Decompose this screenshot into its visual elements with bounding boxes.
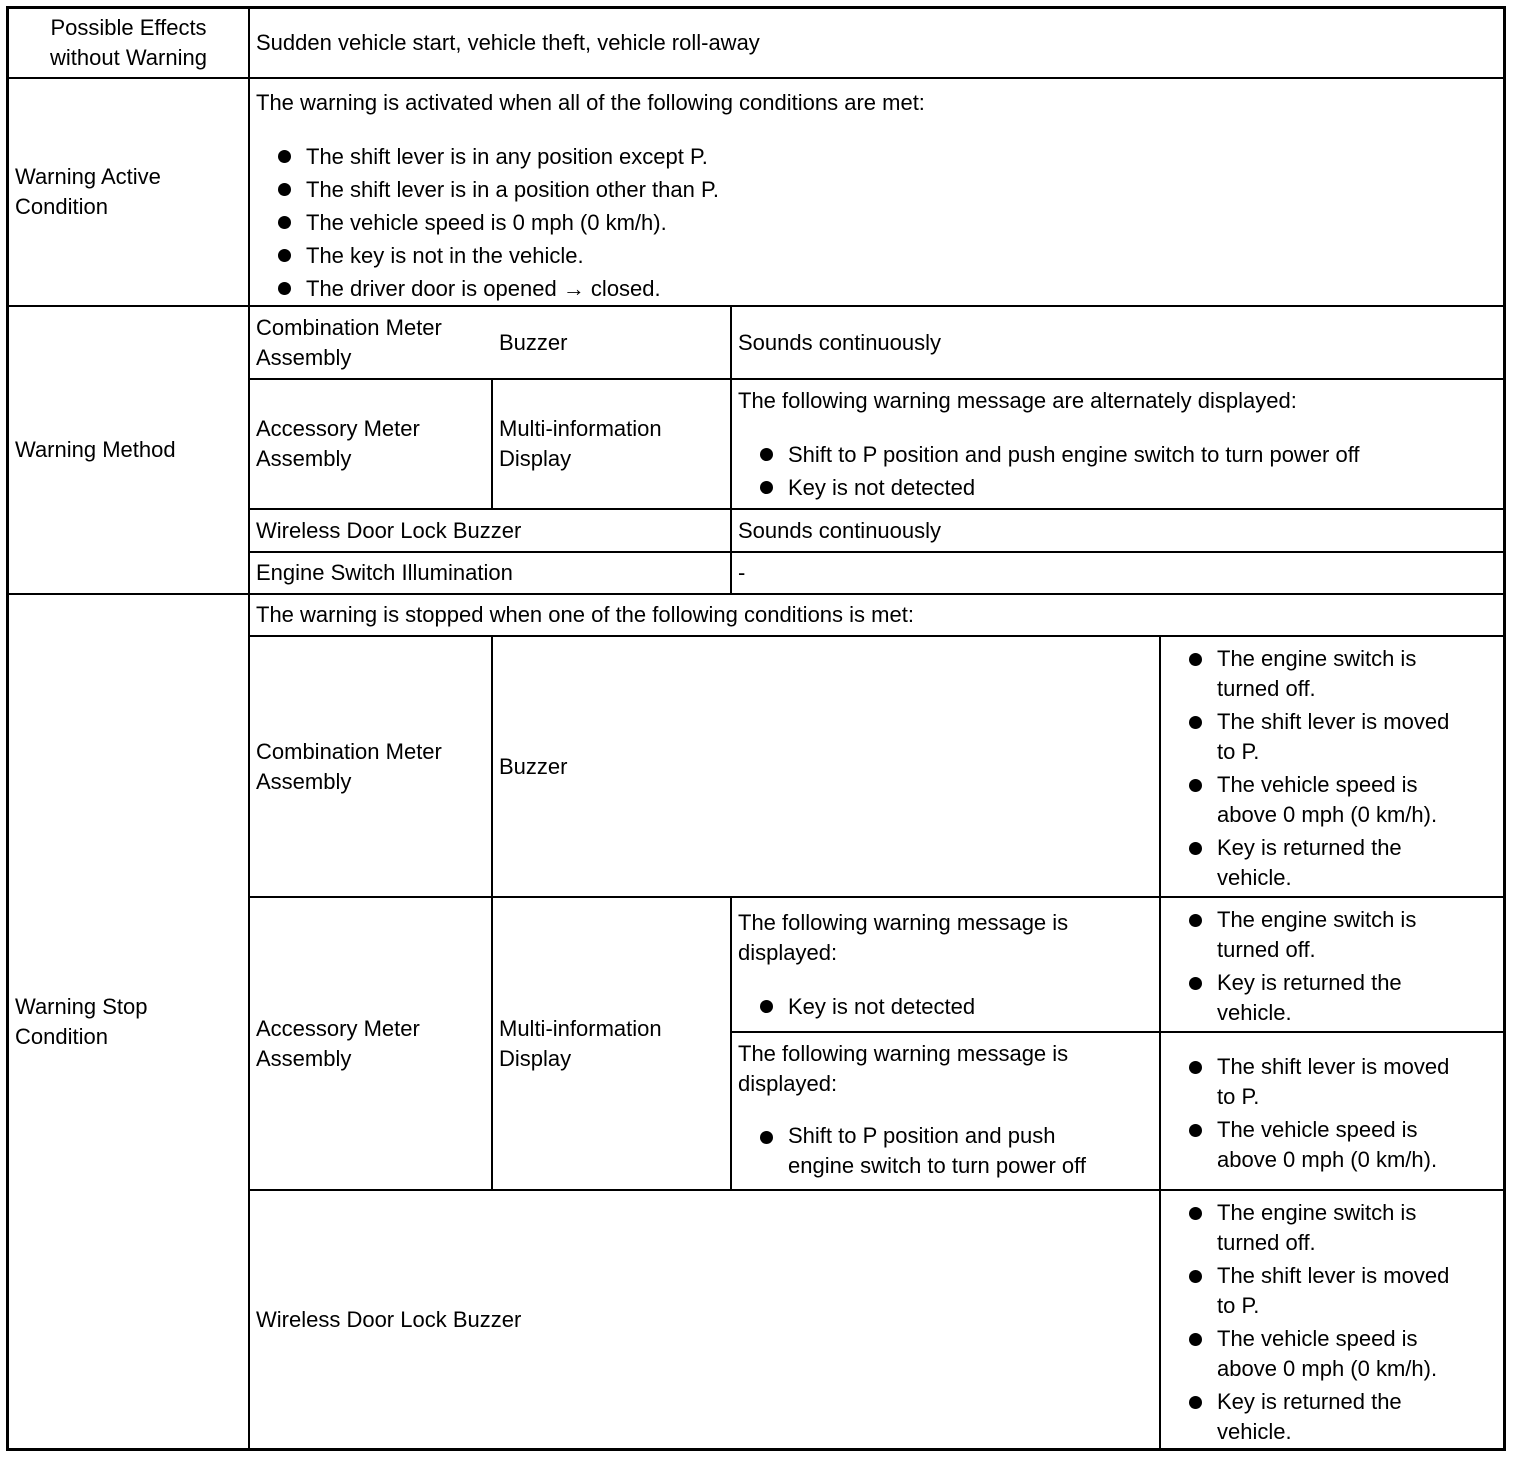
list-item: Shift to P position and push engine switch to turn power off — [738, 1121, 1153, 1181]
method-label: Warning Method — [15, 437, 176, 462]
list-item: The shift lever is in any position except P. — [256, 140, 1494, 173]
active-label: Warning Active Condition — [15, 164, 161, 219]
stop-mid: Multi-information Display — [499, 1015, 662, 1071]
list-item: The engine switch is turned off. — [1167, 905, 1496, 965]
stop-msg1-conditions — [1161, 898, 1502, 1031]
method-combo-meter: Combination Meter Assembly — [256, 314, 442, 370]
stop-msg2: The following warning message is displayed: Shift to P position and push engine switch to turn power off — [732, 1033, 1159, 1189]
method-wireless-value: Sounds continuously — [738, 517, 942, 543]
method-engine-illum: Engine Switch Illumination — [256, 560, 513, 585]
stop-acc-meter: Accessory Meter Assembly — [256, 1015, 420, 1071]
list-item: Key is returned the vehicle. — [1167, 833, 1496, 893]
list-item: The vehicle speed is above 0 mph (0 km/h). — [1167, 770, 1496, 830]
list-item: Key is not detected — [738, 471, 1496, 504]
method-engine-illum-value: - — [738, 560, 746, 585]
list-item: Key is not detected — [738, 990, 1153, 1023]
list-item: The shift lever is moved to P. — [1167, 1261, 1496, 1321]
list-item: The driver door is opened → closed. — [256, 272, 1494, 305]
list-item: The vehicle speed is above 0 mph (0 km/h). — [1167, 1324, 1496, 1384]
stop-label: Warning Stop Condition — [15, 993, 148, 1049]
method-acc-meter: Accessory Meter Assembly — [256, 416, 420, 471]
stop-wireless: Wireless Door Lock Buzzer — [256, 1306, 522, 1332]
stop-combo-meter: Combination Meter Assembly — [256, 738, 442, 794]
list-item: The shift lever is in a position other than P. — [256, 173, 1494, 206]
list-item: Key is returned the vehicle. — [1167, 968, 1496, 1028]
list-item: The key is not in the vehicle. — [256, 239, 1494, 272]
list-item: Shift to P position and push engine switch to turn power off — [738, 438, 1496, 471]
stop-wireless-conditions — [1161, 1191, 1502, 1448]
list-item: The vehicle speed is above 0 mph (0 km/h). — [1167, 1115, 1496, 1175]
warning-spec-table — [6, 6, 1506, 1451]
method-buzzer: Buzzer — [499, 329, 568, 355]
method-buzzer-value: Sounds continuously — [738, 329, 942, 355]
method-mid: Multi-information Display — [499, 416, 662, 471]
list-item: The vehicle speed is 0 mph (0 km/h). — [256, 206, 1494, 239]
method-mid-value: The following warning message are alternately displayed: Shift to P position and push engine switch to turn power off Key is not detected — [732, 380, 1502, 508]
stop-msg2-conditions — [1161, 1033, 1502, 1189]
list-item: The engine switch is turned off. — [1167, 1198, 1496, 1258]
stop-intro: The warning is stopped when one of the following conditions is met: — [256, 602, 914, 627]
stop-buzzer-conditions — [1161, 637, 1502, 896]
effects-value: Sudden vehicle start, vehicle theft, vehicle roll-away — [256, 30, 760, 55]
list-item: The engine switch is turned off. — [1167, 644, 1496, 704]
active-condition-list — [256, 140, 1494, 305]
stop-buzzer: Buzzer — [499, 753, 568, 779]
list-item: The shift lever is moved to P. — [1167, 1052, 1496, 1112]
active-intro: The warning is activated when all of the following conditions are met: — [256, 90, 925, 115]
stop-msg1: The following warning message is displayed: Key is not detected — [732, 898, 1159, 1031]
list-item: The shift lever is moved to P. — [1167, 707, 1496, 767]
list-item: Key is returned the vehicle. — [1167, 1387, 1496, 1447]
effects-label: Possible Effects without Warning — [50, 15, 207, 70]
method-wireless: Wireless Door Lock Buzzer — [256, 517, 522, 543]
active-conditions — [250, 79, 1500, 305]
